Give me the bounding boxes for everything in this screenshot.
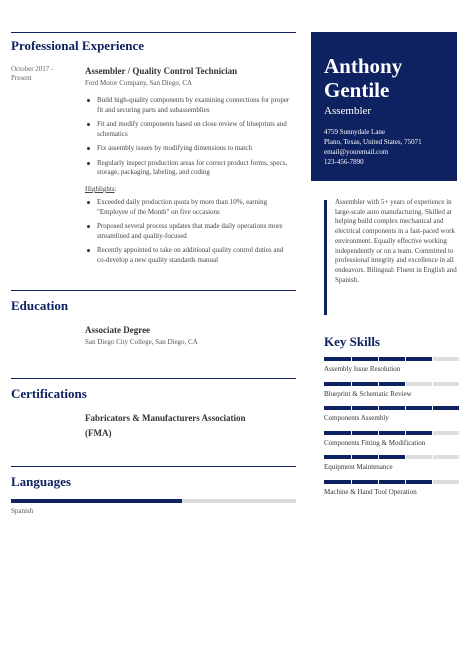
- education-top-rule: [11, 290, 296, 291]
- skill-bar-segment-divider: [432, 406, 433, 410]
- skill-item: [324, 455, 459, 471]
- highlight-bullet: Recently appointed to take on additional quality control duties and co-develop a new quality standards manual: [85, 246, 290, 265]
- skill-item: [324, 357, 459, 373]
- certification-name: [85, 411, 295, 441]
- highlight-bullet: Exceeded daily production quota by more than 10%, earning "Employee of the Month" on five occasions: [85, 198, 290, 217]
- phone-number: 123-456-7890: [324, 158, 364, 166]
- skill-bar-segment-divider: [378, 357, 379, 361]
- skill-bar: [324, 382, 459, 386]
- first-name: Anthony: [324, 54, 403, 78]
- skills-heading: Key Skills: [324, 334, 380, 349]
- skill-bar-segment-divider: [405, 431, 406, 435]
- experience-role: Assembler / Quality Control Technician: [85, 66, 238, 76]
- skill-label: Assembly Issue Resolution: [324, 365, 401, 373]
- language-name: Spanish: [11, 507, 34, 515]
- experience-top-rule: [11, 32, 296, 33]
- summary-accent-bar: [324, 200, 327, 315]
- experience-bullet: Build high-quality components by examining connections for proper fit and securing parts and subassemblies: [85, 96, 290, 115]
- skill-bar-fill: [324, 382, 405, 386]
- job-title: Assembler: [324, 105, 372, 117]
- header-panel: [311, 32, 457, 181]
- skill-bar-segment-divider: [351, 431, 352, 435]
- skill-bar-segment-divider: [351, 382, 352, 386]
- skill-bar-segment-divider: [378, 406, 379, 410]
- contact-info: [324, 127, 422, 167]
- address-line2: Plano, Texas, United States, 75071: [324, 138, 422, 146]
- skill-bar-segment-divider: [405, 455, 406, 459]
- skill-label: Components Assembly: [324, 414, 389, 422]
- skill-bar-segment-divider: [405, 357, 406, 361]
- skill-bar-segment-divider: [432, 357, 433, 361]
- certifications-top-rule: [11, 378, 296, 379]
- language-bar-fill: [11, 499, 182, 503]
- skill-bar: [324, 357, 459, 361]
- highlights-bullets: [85, 198, 290, 265]
- skill-bar-segment-divider: [378, 382, 379, 386]
- skill-bar-segment-divider: [432, 431, 433, 435]
- languages-top-rule: [11, 466, 296, 467]
- skill-bar-segment-divider: [405, 406, 406, 410]
- skill-label: Components Fitting & Modification: [324, 438, 426, 447]
- experience-heading: Professional Experience: [11, 38, 144, 53]
- skill-bar-segment-divider: [351, 406, 352, 410]
- education-degree: Associate Degree: [85, 325, 151, 335]
- experience-bullets: [85, 96, 290, 178]
- skill-bar-fill: [324, 406, 459, 410]
- skill-bar-segment-divider: [378, 455, 379, 459]
- experience-bullet: Regularly inspect production areas for correct product forms, specs, storage, packaging, labeling, and coding: [85, 159, 290, 178]
- skill-label: Machine & Hand Tool Operation: [324, 487, 417, 496]
- skill-bar-fill: [324, 455, 405, 459]
- email-link[interactable]: email@youremail.com: [324, 148, 389, 156]
- last-name: Gentile: [324, 78, 390, 102]
- skill-item: [324, 406, 459, 422]
- skill-bar-segment-divider: [351, 480, 352, 484]
- experience-bullet: Fit and modify components based on close review of blueprints and schematics: [85, 120, 290, 139]
- skill-label: Blueprint & Schematic Review: [324, 389, 412, 398]
- certifications-heading: Certifications: [11, 386, 87, 401]
- experience-company: Ford Motor Company, San Diego, CA: [85, 79, 193, 87]
- skill-bar: [324, 406, 459, 410]
- skill-bar-segment-divider: [432, 382, 433, 386]
- skill-bar-segment-divider: [351, 455, 352, 459]
- skill-item: [324, 480, 459, 496]
- skill-bar-segment-divider: [378, 431, 379, 435]
- skill-bar: [324, 480, 459, 484]
- skill-bar-segment-divider: [432, 480, 433, 484]
- language-bar: [11, 499, 296, 503]
- experience-dates-end: Present: [11, 74, 32, 82]
- highlight-bullet: Proposed several process updates that made daily operations more streamlined and quality-focused: [85, 222, 290, 241]
- skill-bar: [324, 431, 459, 435]
- experience-dates-start: October 2017 -: [11, 65, 54, 73]
- skill-bar: [324, 455, 459, 459]
- skill-label: Equipment Maintenance: [324, 463, 393, 471]
- skill-bar-segment-divider: [378, 480, 379, 484]
- skill-bar-segment-divider: [405, 382, 406, 386]
- experience-dates: [11, 65, 79, 83]
- skill-item: [324, 382, 459, 398]
- skill-bar-segment-divider: [432, 455, 433, 459]
- experience-bullet: Fix assembly issues by modifying dimensions to match: [85, 144, 290, 154]
- address-line1: 4759 Sunnydale Lane: [324, 128, 386, 136]
- languages-heading: Languages: [11, 474, 71, 489]
- skill-bar-segment-divider: [351, 357, 352, 361]
- highlights-label: Highlights: [85, 185, 115, 193]
- name-heading: [324, 54, 402, 102]
- highlights-heading: Highlights:: [85, 185, 117, 193]
- skill-bar-segment-divider: [405, 480, 406, 484]
- skill-item: [324, 431, 459, 447]
- certification-name-line2: (FMA): [85, 428, 112, 438]
- certification-name-line1: Fabricators & Manufacturers Association: [85, 413, 246, 423]
- education-heading: Education: [11, 298, 69, 313]
- summary-text: Assembler with 5+ years of experience in large-scale auto manufacturing. Skilled at helping build complex mechanical and electrical components in a fast-paced work environment. Equally effective working independently or on a team. Committed to professional integrity and excellence in all endeavors. Bilingual: Fluent in English and Spanish.: [335, 198, 457, 284]
- education-school: San Diego City College, San Diego, CA: [85, 338, 198, 346]
